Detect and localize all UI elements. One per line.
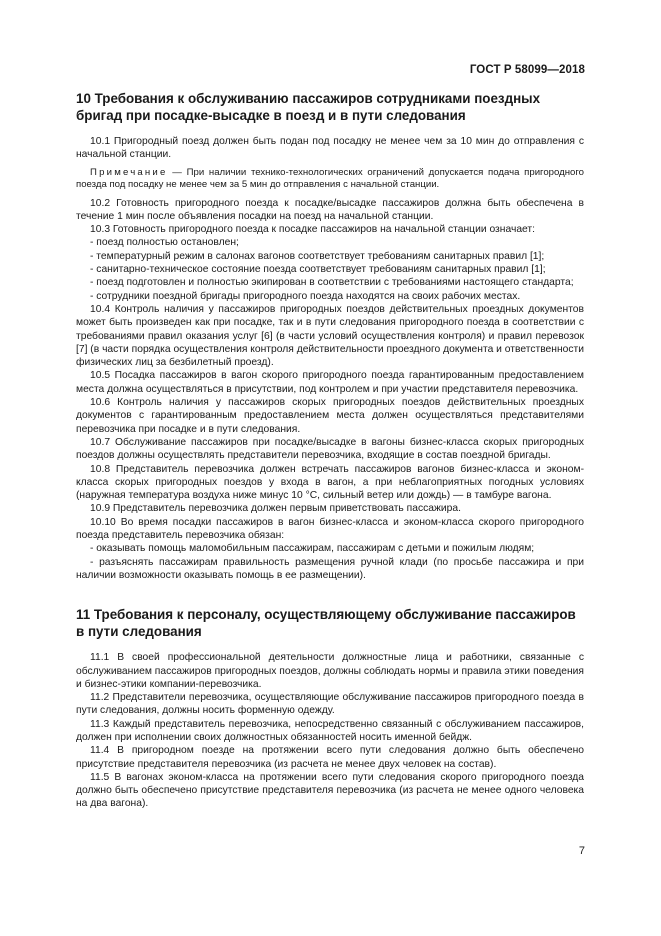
paragraph-10-3: 10.3 Готовность пригородного поезда к посадке пассажиров на начальной станции означает: (90, 224, 536, 236)
paragraph-10-10: 10.10 Во время посадки пассажиров в вагон бизнес-класса и эконом-класса скорого пригородного поезда представитель перевозчика обязан: (76, 516, 584, 542)
paragraph-11-5: 11.5 В вагонах эконом-класса на протяжении всего пути следования скорого пригородного поезда должно быть обеспечено присутствие представителя перевозчика (из расчета не менее одного человека на два вагона). (76, 771, 584, 810)
note-label: Примечание (90, 166, 168, 178)
paragraph-10-8: 10.8 Представитель перевозчика должен встречать пассажиров вагонов бизнес-класса и эконом-класса скорых пригородных поездов у входа в вагон, а при неблагоприятных погодных условиях (наружная температура воздуха ниже минус 10 °С, сильный ветер или дождь) — в тамбуре вагона. (76, 463, 584, 502)
note-text: — При наличии технико-технологических ограничений допускается подача пригородного поезда под посадку не менее чем за 5 мин до отправления с начальной станции. (76, 166, 584, 191)
list-item: - поезд подготовлен и полностью экипирован в соответствии с требованиями настоящего стандарта; (90, 277, 574, 289)
list-item: - оказывать помощь маломобильным пассажирам, пассажирам с детьми и пожилым людям; (90, 543, 535, 555)
note-10-1 (76, 167, 584, 192)
list-item: - разъяснять пассажирам правильность размещения ручной клади (по просьбе пассажира и при наличии возможности оказывать помощь в ее размещении). (76, 556, 584, 581)
list-item: - сотрудники поездной бригады пригородного поезда находятся на своих рабочих местах. (90, 290, 521, 302)
section-11 (76, 606, 584, 811)
paragraph-11-4: 11.4 В пригородном поезде на протяжении всего пути следования должно быть обеспечено присутствие представителя перевозчика (из расчета не менее двух человек на состав). (76, 745, 584, 770)
list-item: - поезд полностью остановлен; (90, 237, 239, 249)
paragraph-10-6: 10.6 Контроль наличия у пассажиров скорых пригородных поездов действительных проездных документов с гарантированным предоставлением места должен осуществляться представителями перевозчика при посадке и в пути следования. (76, 397, 584, 435)
list-item: - санитарно-техническое состояние поезда соответствует требованиям санитарных правил [1]; (90, 264, 546, 276)
paragraph-10-5: 10.5 Посадка пассажиров в вагон скорого пригородного поезда гарантированным предоставлением места должна осуществляться в присутствии, под контролем и при участии представителя перевозчика. (76, 370, 584, 395)
page-content (76, 90, 584, 811)
paragraph-11-3: 11.3 Каждый представитель перевозчика, непосредственно связанный с обслуживанием пассажиров, должен при исполнении своих должностных обязанностей носить именной бейдж. (76, 718, 584, 743)
paragraph-11-1: 11.1 В своей профессиональной деятельности должностные лица и работники, связанные с обслуживанием пассажиров пригородных поездов, должны соблюдать нормы и правила этики поведения и бизнес-этики компании-перевозчика. (76, 652, 584, 690)
paragraph-10-4: 10.4 Контроль наличия у пассажиров пригородных поездов действительных проездных документов может быть произведен как при посадке, так и в пути следования пригородного поезда в соответствии с требованиями правил оказания услуг [6] (в части условий осуществления контроля) и правил перевозок [7] (в части порядка осуществления контроля действительности проездного документа и ответственности физических лиц за безбилетный проезд). (76, 303, 584, 369)
section-10-title: 10 Требования к обслуживанию пассажиров сотрудниками поездных бригад при посадке-высадке в поезд и в пути следования (76, 91, 541, 123)
paragraph-10-9: 10.9 Представитель перевозчика должен первым приветствовать пассажира. (90, 503, 461, 515)
document-code: ГОСТ Р 58099—2018 (469, 64, 585, 76)
paragraph-10-2: 10.2 Готовность пригородного поезда к посадке/высадке пассажиров должна быть обеспечена в течение 1 мин после объявления посадки на поезд на начальной станции. (76, 197, 584, 222)
section-11-title: 11 Требования к персоналу, осуществляющему обслуживание пассажиров в пути следования (76, 607, 576, 640)
paragraph-11-2: 11.2 Представители перевозчика, осуществляющие обслуживание пассажиров пригородного поезда в пути следования, должны носить форменную одежду. (76, 692, 584, 717)
list-item: - температурный режим в салонах вагонов соответствует требованиям санитарных правил [1]; (90, 250, 545, 262)
paragraph-10-1: 10.1 Пригородный поезд должен быть подан под посадку не менее чем за 10 мин до отправления с начальной станции. (76, 136, 584, 161)
page-number: 7 (578, 845, 585, 857)
paragraph-10-7: 10.7 Обслуживание пассажиров при посадке/высадке в вагоны бизнес-класса скорых пригородных поездов должны осуществлять представители перевозчика, входящие в состав поездной бригады. (76, 436, 584, 462)
